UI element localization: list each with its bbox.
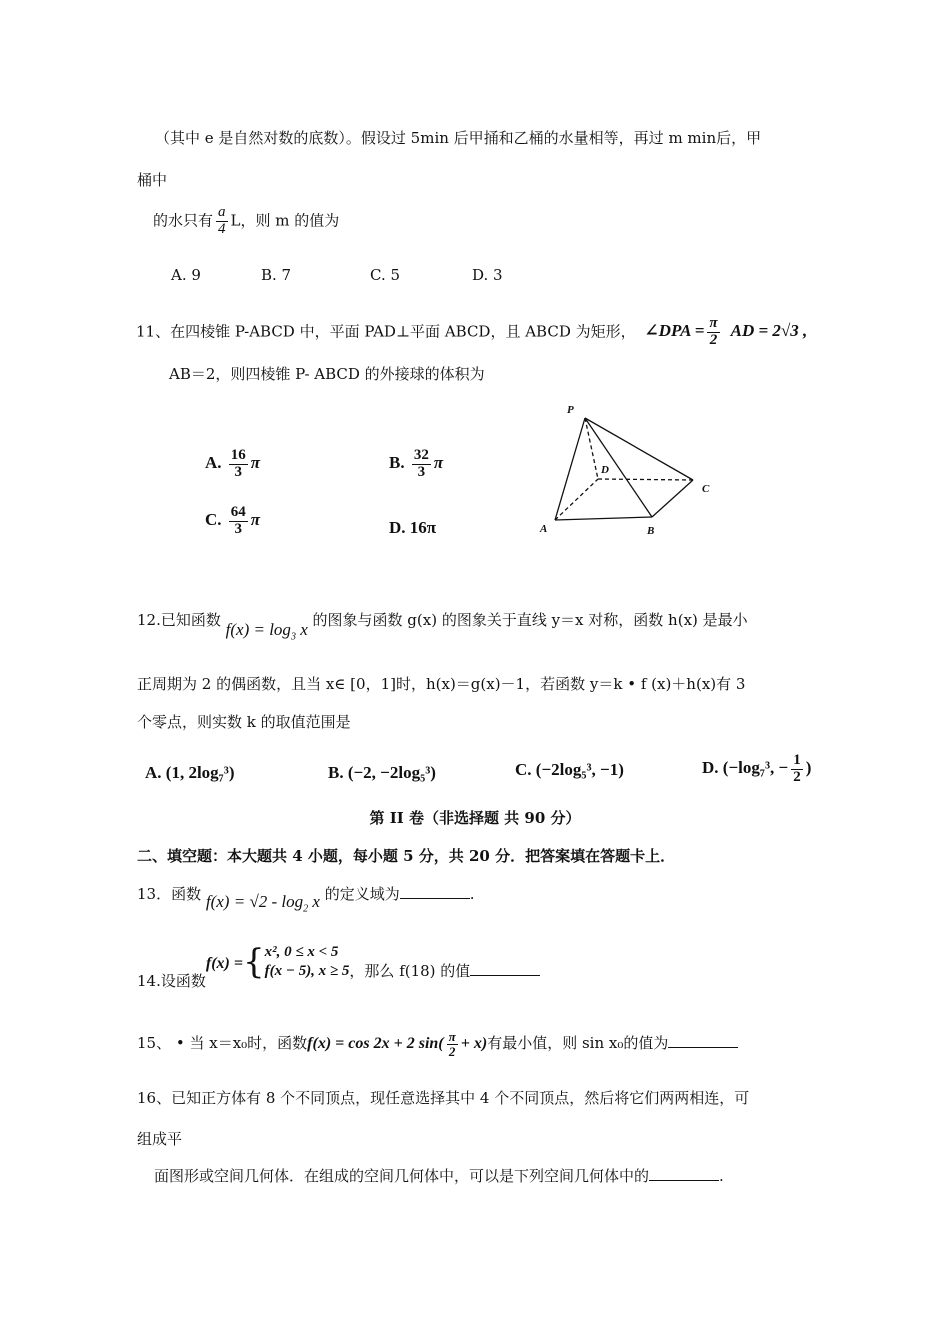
q13-func: $f(x) = √2 - \log_2 x$ (205, 892, 320, 915)
q15: 15、 • 当 x＝x₀时，函数f(x) = cos 2x + 2 sin( $\frac{\pi}{2}$ + x)有最小值，则 sin x₀的值为 (137, 1030, 738, 1058)
q11-text: 11、在四棱锥 P-ABCD 中，平面 PAD⊥平面 ABCD，且 ABCD 为矩形， (136, 322, 636, 341)
q14-cases: x², 0 ≤ x < 5 f(x − 5), x ≥ 5 (264, 944, 350, 979)
q14-text-post: ，那么 f(18) 的值 (349, 961, 471, 980)
q16-line3: 面图形或空间几何体．在组成的空间几何体中，可以是下列空间几何体中的 . (154, 1167, 724, 1185)
q16-line1: 16、已知正方体有 8 个不同顶点，现任意选择其中 4 个不同顶点，然后将它们两两相连，可 (137, 1089, 750, 1107)
q13-text-post: 的定义域为 (324, 885, 400, 903)
edge-dc (598, 479, 693, 480)
q11-line2: AB＝2，则四棱锥 P- ABCD 的外接球的体积为 (169, 365, 485, 383)
q16-line2: 组成平 (137, 1130, 183, 1148)
label-b: B (647, 525, 655, 537)
q12-option-b: B. (−2, −2log₅³) (328, 763, 436, 782)
q16-answer-blank (649, 1179, 719, 1181)
q10-line2: 桶中 (137, 171, 168, 189)
section-heading: 二、填空题：本大题共 4 小题，每小题 5 分，共 20 分．把答案填在答题卡上． (137, 847, 676, 865)
edge-pa (555, 418, 585, 520)
q10-option-b: B. 7 (261, 266, 292, 284)
edge-ab (555, 517, 652, 520)
q12-line2: 正周期为 2 的偶函数，且当 x∈ [0，1]时，h(x)＝g(x)－1，若函数 y＝k • f (x)＋h(x)有 3 (137, 675, 746, 693)
q12-line1 (137, 609, 748, 643)
q11-angle: ∠DPA = (644, 321, 705, 341)
q10-line3 (153, 205, 339, 238)
q12-option-a: A. (1, 2log₇³) (145, 763, 235, 782)
label-a: A (540, 523, 548, 535)
label-c: C (702, 483, 710, 495)
edge-bc (652, 480, 693, 517)
q12-text: 12.已知函数 (137, 611, 221, 629)
fraction-a-over-4: $\frac{a}{4}$ (218, 204, 226, 237)
label-d: D (601, 464, 609, 476)
fraction-pi-over-2: $\frac{\pi}{2}$ (448, 1029, 456, 1059)
q10-option-d: D. 3 (472, 266, 503, 284)
q15-answer-blank (668, 1046, 738, 1048)
q13: 13．函数 $f(x) = √2 - \log_2 x$ 的定义域为 . (137, 885, 475, 915)
q10-option-a: A. 9 (171, 266, 201, 284)
q10-option-c: C. 5 (370, 266, 401, 284)
q11-option-b: B. $\frac{32}{3}$ π (389, 447, 444, 480)
q13-text: 13．函数 (137, 885, 202, 903)
q14-text: 14.设函数 (137, 971, 206, 990)
q14 (137, 941, 540, 990)
q11-option-a: A. $\frac{16}{3}$ π (205, 447, 261, 480)
q11-option-c: C. $\frac{64}{3}$ π (205, 504, 261, 537)
q12-func: $f(x) = \log_3 x$ (225, 620, 308, 643)
q11-line1 (136, 316, 807, 349)
q10-text-post: L，则 m 的值为 (230, 211, 340, 230)
q14-func: f(x) = (205, 954, 243, 972)
q12-line3: 个零点，则实数 k 的取值范围是 (137, 713, 351, 731)
q13-answer-blank (400, 897, 470, 899)
q14-brace: { (242, 941, 265, 982)
q14-answer-blank (470, 974, 540, 976)
q15-text: 15、 • 当 x＝x₀时，函数 (137, 1034, 308, 1053)
q10-text: 的水只有 (153, 211, 214, 230)
section-title: 第 II 卷（非选择题 共 90 分） (369, 809, 581, 827)
q10-line1: （其中 e 是自然对数的底数）。假设过 5min 后甲捅和乙桶的水量相等，再过 m min后，甲 (155, 129, 762, 147)
q12-option-d: D. (−log₇³, − $\frac{1}{2}$ ) (702, 752, 812, 785)
q15-text-post: 有最小值，则 sin x₀的值为 (487, 1034, 669, 1053)
pyramid-figure (530, 396, 720, 541)
fraction-pi-over-2: $\frac{\pi}{2}$ (709, 315, 718, 348)
q15-func: f(x) = cos 2x + 2 sin( (307, 1035, 444, 1053)
label-p: P (567, 404, 574, 416)
q12-option-c: C. (−2log₅³, −1) (515, 760, 624, 779)
q12-text-post: 的图象与函数 g(x) 的图象关于直线 y＝x 对称，函数 h(x) 是最小 (312, 611, 748, 629)
q11-ad: AD = 2√3 , (730, 321, 808, 341)
q11-option-d: D. 16π (389, 518, 437, 537)
